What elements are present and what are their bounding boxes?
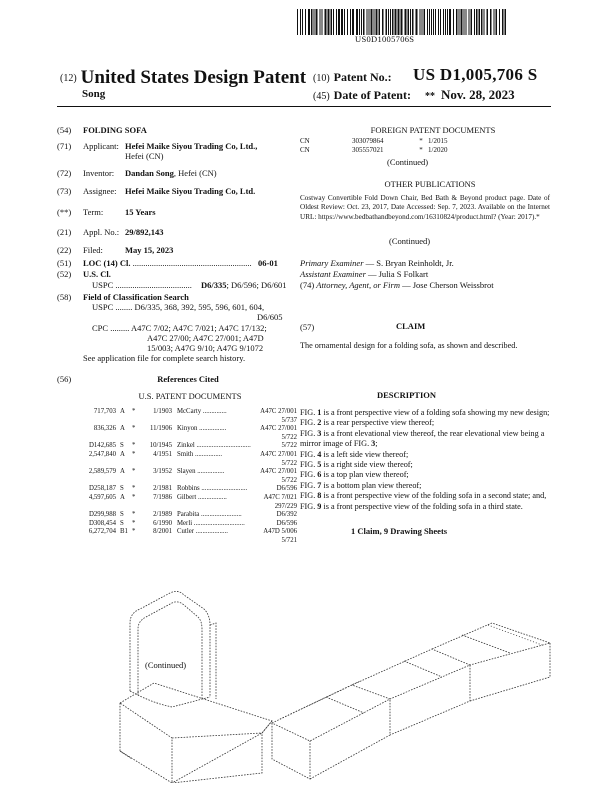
inventor-value: Dandan Song, Hefei (CN) xyxy=(125,168,217,178)
field-search-label: Field of Classification Search xyxy=(83,292,189,302)
table-cell: A xyxy=(120,493,125,501)
table-row xyxy=(80,417,297,426)
table-cell: S xyxy=(120,442,124,450)
barcode-bar xyxy=(320,9,321,35)
search-cpc-cont2: 15/003; A47G 9/10; A47G 9/1072 xyxy=(147,343,264,353)
barcode-bar xyxy=(479,9,481,35)
loc-class-value: 06-01 xyxy=(258,258,278,268)
claims-summary: 1 Claim, 9 Drawing Sheets xyxy=(351,526,448,536)
barcode-bar xyxy=(408,9,410,35)
table-cell: * xyxy=(132,468,136,476)
barcode-bar xyxy=(333,9,334,35)
table-row xyxy=(300,146,447,155)
table-cell: A47C 27/001 xyxy=(260,425,297,433)
barcode-bar xyxy=(459,9,460,35)
loc-class: LOC (14) Cl. ........................................................ xyxy=(83,258,252,268)
inid-code-54: (54) xyxy=(57,125,72,135)
table-cell: D6/596 xyxy=(276,485,297,493)
barcode-bar xyxy=(474,9,475,35)
list-item: FIG. 4 is a left side view thereof; xyxy=(300,449,409,459)
table-cell: 2/1989 xyxy=(153,511,172,519)
table-cell: 2/1981 xyxy=(153,485,172,493)
table-cell: 4/1951 xyxy=(153,450,172,458)
table-row xyxy=(80,537,297,546)
barcode-bar xyxy=(388,9,389,35)
barcode-bar xyxy=(502,9,504,35)
inid-code-58: (58) xyxy=(57,292,72,302)
table-row xyxy=(80,528,297,537)
table-cell: * xyxy=(132,425,136,433)
table-cell: D6/596 xyxy=(276,519,297,527)
folding-sofa-drawing xyxy=(112,573,562,783)
barcode-bar xyxy=(466,9,467,35)
barcode-bar xyxy=(392,9,394,35)
barcode-bar xyxy=(371,9,373,35)
table-cell: * xyxy=(419,145,423,154)
barcode-bar xyxy=(395,9,397,35)
table-cell: A47C 7/021 xyxy=(263,493,297,501)
search-cpc-cont1: A47C 27/00; A47C 27/001; A47D xyxy=(147,333,264,343)
table-cell: * xyxy=(132,519,136,527)
barcode-bar xyxy=(447,9,448,35)
barcode-bar xyxy=(297,9,298,35)
header-divider xyxy=(57,106,551,107)
list-item: FIG. 5 is a right side view thereof; xyxy=(300,460,413,470)
table-cell: Robbins ........................... xyxy=(177,485,248,493)
barcode-bar xyxy=(331,9,333,35)
table-row xyxy=(80,485,297,494)
table-cell: 5/722 xyxy=(281,476,297,484)
barcode-bar xyxy=(456,9,458,35)
references-continued: (Continued) xyxy=(145,660,187,670)
barcode-bar xyxy=(427,9,428,35)
barcode-bar xyxy=(314,9,315,35)
table-row xyxy=(80,494,297,503)
barcode-image xyxy=(297,9,507,35)
claim-heading: CLAIM xyxy=(396,321,426,331)
barcode-bar xyxy=(445,9,446,35)
list-item: FIG. 7 is a bottom plan view thereof; xyxy=(300,480,422,490)
barcode-bar xyxy=(435,9,436,35)
barcode-bar xyxy=(347,9,348,35)
barcode-bar xyxy=(449,9,451,35)
table-row xyxy=(80,425,297,434)
table-row xyxy=(80,442,297,451)
table-cell: A47D 5/006 xyxy=(263,528,297,536)
table-cell: 11/1906 xyxy=(149,425,172,433)
table-cell: S xyxy=(120,485,124,493)
document-title: United States Design Patent xyxy=(80,67,307,88)
assignee-label: Assignee: xyxy=(83,186,117,196)
table-cell: * xyxy=(419,137,423,145)
table-cell: 6,272,704 xyxy=(88,528,116,536)
barcode-bar xyxy=(443,9,444,35)
barcode-bar xyxy=(496,9,498,35)
barcode-bar xyxy=(431,9,432,35)
table-cell: D308,454 xyxy=(89,519,116,527)
table-row xyxy=(300,137,447,146)
table-cell: 1/2020 xyxy=(428,145,448,154)
list-item: FIG. 6 is a top plan view thereof; xyxy=(300,470,409,480)
barcode-bar xyxy=(359,9,360,35)
barcode-bar xyxy=(344,9,345,35)
table-cell: B1 xyxy=(120,528,128,536)
table-cell: 7/1986 xyxy=(153,493,172,501)
barcode-bar xyxy=(499,9,500,35)
search-history-note: See application file for complete search history. xyxy=(83,353,246,363)
barcode-bar xyxy=(302,9,303,35)
table-cell: A xyxy=(120,425,125,433)
patent-number-label: (10) Patent No.: xyxy=(313,70,392,84)
table-cell: 3/1952 xyxy=(153,468,172,476)
table-cell: Slayen ................ xyxy=(177,468,225,476)
table-cell: Cutler ................... xyxy=(177,528,228,536)
table-cell: 305557021 xyxy=(352,145,384,154)
us-cl-label: U.S. Cl. xyxy=(83,269,111,279)
barcode-bar xyxy=(453,9,454,35)
inventor-surname: Song xyxy=(82,88,106,100)
term-value: 15 Years xyxy=(125,207,156,217)
barcode-bar xyxy=(438,9,439,35)
list-item: FIG. 9 is a front perspective view of the folding sofa in a third state. xyxy=(300,501,523,511)
barcode-bar xyxy=(338,9,340,35)
table-cell: * xyxy=(132,528,136,536)
barcode-bar xyxy=(484,9,485,35)
filed-label: Filed: xyxy=(83,245,103,255)
us-cl-value: D6/335; D6/596; D6/601 xyxy=(201,280,287,290)
applicant-name: Hefei Maike Siyou Trading Co, Ltd., xyxy=(125,141,258,151)
barcode-bar xyxy=(336,9,337,35)
other-continued: (Continued) xyxy=(389,236,431,246)
table-row xyxy=(80,520,297,529)
barcode-bar xyxy=(300,9,301,35)
table-cell: A47C 27/001 xyxy=(260,468,297,476)
table-cell: 5/737 xyxy=(281,416,297,424)
table-cell: 8/2001 xyxy=(153,528,172,536)
barcode-bar xyxy=(412,9,414,35)
table-row xyxy=(80,477,297,486)
barcode-bar xyxy=(461,9,463,35)
table-cell: 5/721 xyxy=(281,536,297,544)
table-cell: 2,589,579 xyxy=(88,468,116,476)
search-uspc-cont: D6/605 xyxy=(257,312,283,322)
table-cell: 4,597,605 xyxy=(88,493,116,501)
inid-code-73: (73) xyxy=(57,186,72,196)
term-label: Term: xyxy=(83,207,104,217)
table-cell: Zinkel ................................ xyxy=(177,442,251,450)
barcode-bar xyxy=(367,9,368,35)
references-cited-heading: References Cited xyxy=(157,374,219,384)
table-cell: 297/229 xyxy=(274,502,297,510)
barcode-bar xyxy=(386,9,388,35)
table-cell: 5/722 xyxy=(281,442,297,450)
barcode-bar xyxy=(433,9,434,35)
figure-descriptions xyxy=(300,408,551,512)
inid-code-72: (72) xyxy=(57,168,72,178)
barcode-bar xyxy=(416,9,418,35)
publication-number: US0D1005706S xyxy=(355,34,415,44)
table-cell: D142,685 xyxy=(89,442,116,450)
barcode-bar xyxy=(429,9,430,35)
table-cell: Parabita ........................ xyxy=(177,511,242,519)
barcode-bar xyxy=(369,9,370,35)
table-cell: D6/392 xyxy=(276,511,297,519)
barcode-bar xyxy=(322,9,323,35)
search-uspc: USPC ........ D6/335, 368, 392, 595, 596, 601, 604, xyxy=(92,302,265,312)
table-cell: S xyxy=(120,511,124,519)
table-cell: 836,326 xyxy=(93,425,116,433)
table-cell: S xyxy=(120,519,124,527)
barcode-bar xyxy=(379,9,381,35)
barcode-bar xyxy=(405,9,407,35)
claim-text: The ornamental design for a folding sofa, as shown and described. xyxy=(300,341,518,350)
barcode-bar xyxy=(420,9,421,35)
table-cell: * xyxy=(132,450,136,458)
table-cell: A47C 27/001 xyxy=(260,450,297,458)
table-cell: 1/1903 xyxy=(153,408,172,415)
other-publications-heading: OTHER PUBLICATIONS xyxy=(384,179,476,189)
barcode-bar xyxy=(374,9,375,35)
barcode-bar xyxy=(341,9,343,35)
barcode-bar xyxy=(469,9,470,35)
table-cell: Smith ................ xyxy=(177,450,223,458)
inid-code-22: (22) xyxy=(57,245,72,255)
table-row xyxy=(80,503,297,512)
table-cell: 2,547,840 xyxy=(88,450,116,458)
table-cell: A xyxy=(120,408,125,415)
barcode-bar xyxy=(494,9,495,35)
foreign-docs-table xyxy=(300,137,447,154)
search-cpc: CPC ......... A47C 7/02; A47C 7/021; A47C 17/132; xyxy=(92,323,267,333)
appl-no-value: 29/892,143 xyxy=(125,227,164,237)
design-title: FOLDING SOFA xyxy=(83,125,147,135)
barcode-bar xyxy=(305,9,306,35)
date-of-patent: ** Nov. 28, 2023 xyxy=(425,87,515,102)
table-cell: Kinyon ................ xyxy=(177,425,227,433)
attorney-agent: (74) Attorney, Agent, or Firm — Jose Cherson Weissbrot xyxy=(300,280,494,290)
table-row xyxy=(80,468,297,477)
description-heading: DESCRIPTION xyxy=(377,390,437,400)
barcode-bar xyxy=(361,9,362,35)
table-cell: * xyxy=(132,511,136,519)
inid-code-51: (51) xyxy=(57,258,72,268)
table-row xyxy=(80,408,297,417)
inid-code-71: (71) xyxy=(57,141,72,151)
table-row xyxy=(80,451,297,460)
table-cell: * xyxy=(132,485,136,493)
barcode-bar xyxy=(316,9,318,35)
table-cell: 5/722 xyxy=(281,459,297,467)
barcode-bar xyxy=(376,9,378,35)
barcode-bar xyxy=(325,9,327,35)
table-cell: 10/1945 xyxy=(149,442,172,450)
table-cell: A xyxy=(120,450,125,458)
list-item: FIG. 2 is a rear perspective view thereof; xyxy=(300,418,435,428)
patent-type-heading xyxy=(60,67,306,89)
inid-code-21: (21) xyxy=(57,227,72,237)
patent-number: US D1,005,706 S xyxy=(413,65,538,84)
inid-code-52: (52) xyxy=(57,269,72,279)
table-cell: 6/1990 xyxy=(153,519,172,527)
barcode-bar xyxy=(390,9,391,35)
filed-value: May 15, 2023 xyxy=(125,245,174,255)
barcode-bar xyxy=(401,9,403,35)
barcode-bar xyxy=(490,9,492,35)
applicant-label: Applicant: xyxy=(83,141,119,151)
inid-code-term: (**) xyxy=(57,207,72,217)
barcode-bar xyxy=(424,9,426,35)
appl-no-label: Appl. No.: xyxy=(83,227,120,237)
table-row xyxy=(80,511,297,520)
table-cell: McCarty .............. xyxy=(177,408,227,415)
table-cell: * xyxy=(132,442,136,450)
assignee-value: Hefei Maike Siyou Trading Co, Ltd. xyxy=(125,186,256,196)
barcode-bar xyxy=(350,9,351,35)
table-cell: Gilbert ................. xyxy=(177,493,227,501)
list-item: FIG. 8 is a front perspective view of the folding sofa in a second state; and, xyxy=(300,491,547,501)
inid-code-12: (12) xyxy=(60,72,77,84)
foreign-continued: (Continued) xyxy=(387,157,429,167)
table-cell: D258,187 xyxy=(89,485,116,493)
references-table xyxy=(80,408,297,546)
date-of-patent-label: (45) Date of Patent: xyxy=(313,88,411,102)
table-cell: 5/722 xyxy=(281,433,297,441)
table-cell: A xyxy=(120,468,125,476)
table-row xyxy=(80,460,297,469)
other-publication-text: Costway Convertible Fold Down Chair, Bed Bath & Beyond product page. Date of Oldest Review: Oct. 23, 2017, Date Accessed: Sep. 7, 2023. Available on the Internet URL: https://www.bedbathandbeyond.com/16310824/product.html? (Year: 2017).* xyxy=(300,194,550,221)
barcode-bar xyxy=(398,9,400,35)
barcode-bar xyxy=(464,9,465,35)
barcode-bar xyxy=(422,9,423,35)
applicant-location: Hefei (CN) xyxy=(125,151,164,161)
barcode-bar xyxy=(505,9,507,35)
table-cell: * xyxy=(132,408,136,415)
us-patent-docs-heading: U.S. PATENT DOCUMENTS xyxy=(138,391,242,401)
table-cell: D299,988 xyxy=(89,511,116,519)
table-row xyxy=(80,434,297,443)
barcode-bar xyxy=(471,9,473,35)
barcode-bar xyxy=(352,9,354,35)
table-cell: CN xyxy=(300,137,310,145)
table-cell: 303079864 xyxy=(352,137,384,145)
list-item: FIG. 3 is a front elevational view thereof, the rear elevational view being a mirror image of FIG. 3; xyxy=(300,428,545,449)
table-cell: CN xyxy=(300,145,310,154)
barcode-bar xyxy=(328,9,330,35)
barcode-bar xyxy=(382,9,384,35)
barcode-bar xyxy=(363,9,365,35)
inid-code-56: (56) xyxy=(57,374,72,384)
barcode-bar xyxy=(311,9,313,35)
table-cell: * xyxy=(132,493,136,501)
barcode-bar xyxy=(410,9,411,35)
inid-code-57: (57) xyxy=(300,322,315,332)
table-cell: A47C 27/001 xyxy=(260,408,297,415)
assistant-examiner: Assistant Examiner — Julia S Folkart xyxy=(300,269,429,279)
table-cell: Merli .............................. xyxy=(177,519,245,527)
barcode-bar xyxy=(476,9,478,35)
barcode-bar xyxy=(481,9,483,35)
us-cl-uspc: USPC .................................... xyxy=(92,280,192,290)
list-item: FIG. 1 is a front perspective view of a folding sofa showing my new design; xyxy=(300,408,550,417)
barcode-bar xyxy=(308,9,310,35)
foreign-docs-heading: FOREIGN PATENT DOCUMENTS xyxy=(370,125,496,135)
barcode-bar xyxy=(440,9,441,35)
primary-examiner: Primary Examiner — S. Bryan Reinholdt, Jr. xyxy=(300,258,454,268)
table-cell: 717,703 xyxy=(93,408,116,415)
barcode-bar xyxy=(356,9,358,35)
inventor-label: Inventor: xyxy=(83,168,115,178)
barcode-bar xyxy=(487,9,489,35)
table-cell: 1/2015 xyxy=(428,137,448,145)
